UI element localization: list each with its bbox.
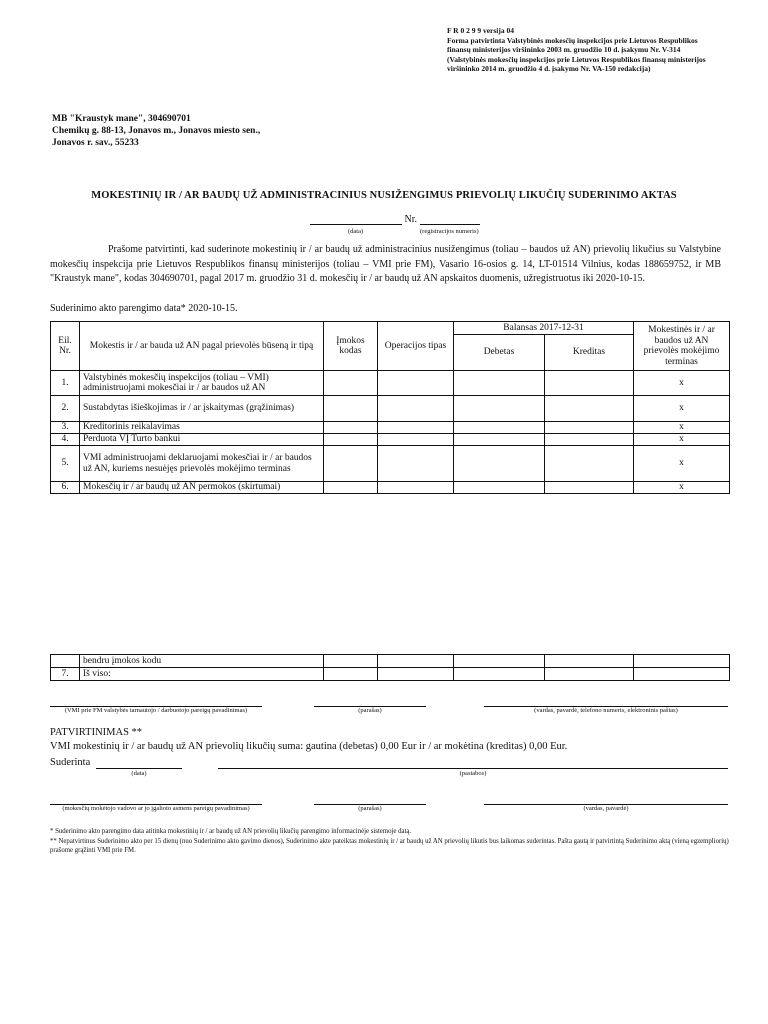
form-code-line: F R 0 2 9 9 versija 04 <box>447 26 515 35</box>
operation-type-cell[interactable] <box>378 655 454 668</box>
credit-cell[interactable] <box>545 446 634 482</box>
row-description: Kreditorinis reikalavimas <box>80 422 324 434</box>
table-row <box>51 422 730 434</box>
registration-number-caption: (registracijos numeris) <box>420 228 479 235</box>
debit-total-cell[interactable] <box>454 668 545 681</box>
debit-cell[interactable] <box>454 655 545 668</box>
header-tax-type: Mokestis ir / ar bauda už AN pagal prievolės būseną ir tipą <box>80 322 324 371</box>
payer-signature-caption: (parašas) <box>358 805 382 812</box>
confirmation-heading: PATVIRTINIMAS ** <box>50 727 143 738</box>
header-payment-term: Mokestinės ir / ar baudos už AN prievolės mokėjimo terminas <box>634 322 730 371</box>
row-number: 4. <box>51 434 80 446</box>
form-approval-line: finansų ministerijos viršininko 2003 m. gruodžio 10 d. įsakymu Nr. V-314 <box>447 45 681 54</box>
row-number: 7. <box>51 668 80 681</box>
table-row <box>51 482 730 494</box>
recipient-address: Chemikų g. 88-13, Jonavos m., Jonavos miesto sen., <box>52 126 261 136</box>
number-label: Nr. <box>404 214 417 225</box>
credit-cell[interactable] <box>545 655 634 668</box>
document-title: MOKESTINIŲ IR / AR BAUDŲ UŽ ADMINISTRACINIUS NUSIŽENGIMUS PRIEVOLIŲ LIKUČIŲ SUDERINIMO AKTAS <box>91 190 677 201</box>
form-approval-line: (Valstybinės mokesčių inspekcijos prie Lietuvos Respublikos finansų ministerijos <box>447 54 706 64</box>
row-description: bendru įmokos kodu <box>80 655 324 668</box>
row-number: 2. <box>51 396 80 422</box>
recipient-name: MB "Kraustyk mane", 304690701 <box>52 114 191 124</box>
registration-number-field[interactable] <box>420 214 480 225</box>
payer-name-caption: (vardas, pavardė) <box>583 805 629 812</box>
row-number <box>51 655 80 668</box>
recipient-block <box>52 113 260 149</box>
term-cell[interactable] <box>634 668 730 681</box>
agreed-date-line[interactable] <box>96 768 182 769</box>
credit-cell[interactable] <box>545 434 634 446</box>
agreed-notes-line[interactable] <box>218 768 728 769</box>
registration-line <box>310 214 510 225</box>
operation-type-cell[interactable] <box>378 446 454 482</box>
credit-cell[interactable] <box>545 482 634 494</box>
debit-cell[interactable] <box>454 396 545 422</box>
header-payment-code: Įmokos kodas <box>324 322 378 371</box>
row-number: 1. <box>51 371 80 396</box>
row-description: Sustabdytas išieškojimas ir / ar įskaitymas (grąžinimas) <box>80 396 324 422</box>
credit-total-cell[interactable] <box>545 668 634 681</box>
form-code-block <box>447 26 747 74</box>
header-nr: Eil. Nr. <box>51 322 80 371</box>
debit-cell[interactable] <box>454 371 545 396</box>
preparation-date: Suderinimo akto parengimo data* 2020-10-15. <box>50 303 238 314</box>
footnote-1: * Suderinimo akto parengimo data atitinka mokestinių ir / ar baudų už AN prievolių likučių parengimo informacinėje sistemoje datą. <box>50 828 412 835</box>
row-description: Valstybinės mokesčių inspekcijos (toliau – VMI) administruojami mokesčiai ir / ar baudos už AN <box>80 371 324 396</box>
total-label: Iš viso: <box>80 668 324 681</box>
registration-date-field[interactable] <box>310 214 402 225</box>
payment-code-cell[interactable] <box>324 655 378 668</box>
term-cell: x <box>634 396 730 422</box>
payment-code-cell[interactable] <box>324 396 378 422</box>
row-number: 3. <box>51 422 80 434</box>
agreed-label: Suderinta <box>50 757 91 768</box>
vmi-position-caption: (VMI prie FM valstybės tarnautojo / darbuotojo pareigų pavadinimas) <box>64 707 248 714</box>
debit-cell[interactable] <box>454 422 545 434</box>
term-cell: x <box>634 446 730 482</box>
balance-table <box>50 321 730 494</box>
term-cell: x <box>634 434 730 446</box>
vmi-signature-caption: (parašas) <box>358 707 382 714</box>
request-paragraph: Prašome patvirtinti, kad suderinote mokestinių ir / ar baudų už administracinius nusižengimus (toliau – baudos už AN) prievolių likučius su Valstybine mokesčių inspekcija prie Lietuvos Respublikos finansų ministerijos (toliau – VMI prie FM), Vasario 16-osios g. 14, LT-01514 Vilnius, kodas 188659752, ir MB "Kraustyk mane", kodas 304690701, pagal 2017 m. gruodžio 31 d. mokesčių ir / ar baudų už AN apskaitos duomenis, užregistruotus iki 2020-10-15. <box>50 244 721 284</box>
operation-type-cell[interactable] <box>378 422 454 434</box>
header-credit: Kreditas <box>545 335 634 371</box>
row-description: Perduota VĮ Turto bankui <box>80 434 324 446</box>
form-approval-line: Forma patvirtinta Valstybinės mokesčių inspekcijos prie Lietuvos Respublikos <box>447 35 698 45</box>
footnote-2: ** Nepatvirtinus Suderinimo akto per 15 dienų (nuo Suderinimo akto gavimo dienos), Suderinimo akte pateiktas mokestinių ir / ar baudų už AN prievolių likutis bus laikomas suderintas. Pašta gautą ir patvirtintą Suderinimo aktą (vieną egzempliorių) prašome grąžinti VMI prie FM. <box>50 838 729 854</box>
term-cell: x <box>634 422 730 434</box>
notes-caption: (pastabos) <box>459 770 487 777</box>
payment-code-cell[interactable] <box>324 482 378 494</box>
date-caption: (data) <box>348 228 364 235</box>
payment-code-cell[interactable] <box>324 422 378 434</box>
operation-type-cell[interactable] <box>378 482 454 494</box>
table-row <box>51 446 730 482</box>
operation-type-cell[interactable] <box>378 434 454 446</box>
term-cell: x <box>634 371 730 396</box>
recipient-address: Jonavos r. sav., 55233 <box>52 138 139 148</box>
row-description: Mokesčių ir / ar baudų už AN permokos (skirtumai) <box>80 482 324 494</box>
payer-position-caption: (mokesčių mokėtojo vadovo ar jo įgalioto asmens pareigų pavadinimas) <box>62 805 250 812</box>
row-number: 6. <box>51 482 80 494</box>
debit-cell[interactable] <box>454 434 545 446</box>
agreed-date-caption: (data) <box>131 770 147 777</box>
credit-cell[interactable] <box>545 396 634 422</box>
table-row <box>51 371 730 396</box>
debit-cell[interactable] <box>454 446 545 482</box>
operation-type-cell[interactable] <box>378 668 454 681</box>
confirmation-statement: VMI mokestinių ir / ar baudų už AN prievolių likučių suma: gautina (debetas) 0,00 Eur ir / ar mokėtina (kreditas) 0,00 Eur. <box>50 741 568 752</box>
payment-code-cell[interactable] <box>324 434 378 446</box>
term-cell: x <box>634 482 730 494</box>
operation-type-cell[interactable] <box>378 396 454 422</box>
vmi-contact-caption: (vardas, pavardė, telefono numeris, elektroninis paštas) <box>534 707 678 714</box>
operation-type-cell[interactable] <box>378 371 454 396</box>
table-row <box>51 668 730 681</box>
payment-code-cell[interactable] <box>324 371 378 396</box>
credit-cell[interactable] <box>545 371 634 396</box>
payment-code-cell[interactable] <box>324 668 378 681</box>
table-row <box>51 655 730 668</box>
row-description: VMI administruojami deklaruojami mokesčiai ir / ar baudos už AN, kuriems nesuėjęs prievolės mokėjimo terminas <box>80 446 324 482</box>
header-balance: Balansas 2017-12-31 <box>454 322 634 335</box>
header-operation-type: Operacijos tipas <box>378 322 454 371</box>
term-cell[interactable] <box>634 655 730 668</box>
table-row <box>51 396 730 422</box>
debit-cell[interactable] <box>454 482 545 494</box>
row-number: 5. <box>51 446 80 482</box>
credit-cell[interactable] <box>545 422 634 434</box>
header-debit: Debetas <box>454 335 545 371</box>
table-row <box>51 434 730 446</box>
totals-table <box>50 654 730 681</box>
form-approval-line: viršininko 2014 m. gruodžio 4 d. įsakymo Nr. VA-150 redakcija) <box>447 64 651 73</box>
payment-code-cell[interactable] <box>324 446 378 482</box>
